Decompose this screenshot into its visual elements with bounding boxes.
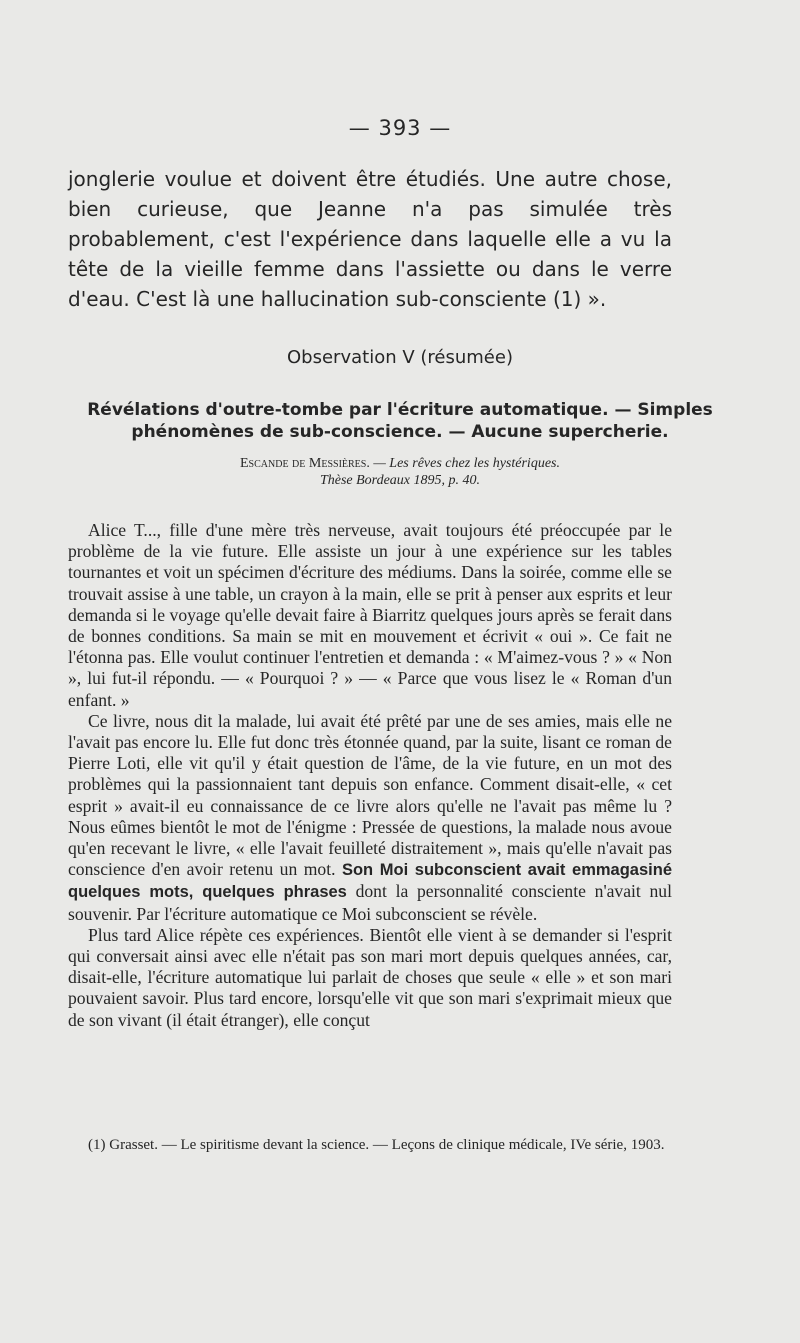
source-author: Escande de Messières.: [240, 456, 370, 471]
top-paragraph: jonglerie voulue et doivent être étudiés. Une autre chose, bien curieuse, que Jeanne n'a pas simulée très probablement, c'est l'expérience dans laquelle elle a vu la tête de la vieille femme dans l'assiette ou dans le verre d'eau. C'est là une hallucination sub-consciente (1) ».: [68, 167, 672, 311]
paragraph-1: Alice T..., fille d'une mère très nerveuse, avait toujours été préoccupée par le problème de la vie future. Elle assiste un jour à une expérience sur les tables tournantes et voit un spécimen d'écriture des médiums. Dans la soirée, comme elle se trouvait assise à une table, un crayon à la main, elle se prit à penser aux esprits et leur demanda si le voyage qu'elle devait faire à Biarritz quelques jours après se ferait dans de bonnes conditions. Sa main se mit en mouvement et écrivit « oui ». Ce fait ne l'étonna pas. Elle voulut continuer l'entretien et demanda : « M'aimez-vous ? » « Non », lui fut-il répondu. — « Pourquoi ? » — « Parce que vous lisez le « Roman d'un enfant. »: [68, 520, 672, 710]
source-reference: [60, 455, 740, 489]
observation-subtitle: [60, 399, 740, 443]
source-thesis: Thèse Bordeaux 1895, p. 40.: [319, 473, 481, 488]
paragraph-2-bold: Son Moi subconscient avait emmagasiné quelques mots, quelques phrases: [68, 861, 672, 902]
subtitle-line-1: Révélations d'outre-tombe par l'écriture automatique. — Simples: [87, 400, 713, 420]
paragraph-2-start: Ce livre, nous dit la malade, lui avait été prêté par une de ses amies, mais elle ne l'avait pas encore lu. Elle fut donc très étonnée quand, par la suite, lisant ce roman de Pierre Loti, elle vit qu'il y était question de l'âme, de la vie future, en un mot des problèmes qui la passionnaient tant depuis son enfance. Comment disait-elle, « cet esprit » avait-il eu connaissance de ce livre alors qu'elle ne l'avait pas même lu ? Nous eûmes bientôt le mot de l'énigme : Pressée de questions, la malade nous avoue qu'en recevant le livre, « elle l'avait feuilleté distraitement », mais qu'elle n'avait pas conscience d'en avoir retenu un mot.: [68, 710, 672, 880]
paragraph-2-end: dont la personnalité consciente n'avait nul souvenir. Par l'écriture automatique ce Moi subconscient se révèle.: [68, 881, 672, 924]
page-number: — 393 —: [348, 116, 452, 140]
subtitle-line-2: phénomènes de sub-conscience. — Aucune supercherie.: [131, 422, 669, 442]
observation-title: Observation V (résumée): [287, 347, 513, 368]
footnote: (1) Grasset. — Le spiritisme devant la science. — Leçons de clinique médicale, IVe série, 1903.: [88, 1137, 665, 1153]
main-text: [68, 520, 672, 1031]
source-title: — Les rêves chez les hystériques.: [369, 456, 560, 471]
paragraph-2: [68, 711, 672, 925]
paragraph-3: Plus tard Alice répète ces expériences. Bientôt elle vient à se demander si l'esprit qui conversait ainsi avec elle n'était pas son mari mort depuis quelques années, car, disait-elle, l'écriture automatique lui parlait de choses que seule « elle » et son mari pouvaient savoir. Plus tard encore, lorsqu'elle vit que son mari s'exprimait mieux que de son vivant (il était étranger), elle conçut: [68, 924, 672, 1030]
